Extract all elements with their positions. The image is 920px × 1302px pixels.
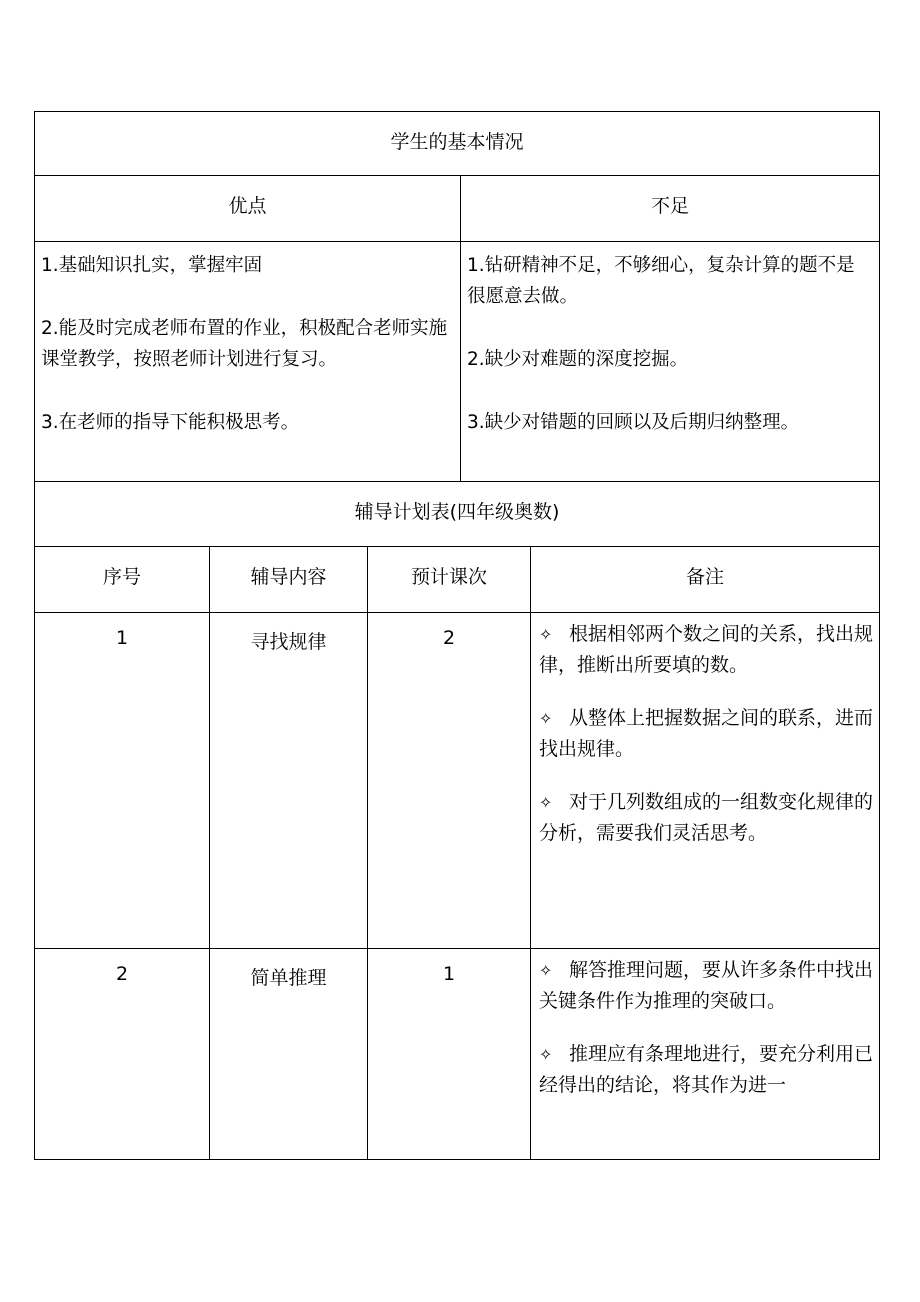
weakness-item: 1.钻研精神不足，不够细心，复杂计算的题不是很愿意去做。 xyxy=(467,255,855,307)
row-content: 寻找规律 xyxy=(210,613,368,948)
weakness-item: 3.缺少对错题的回顾以及后期归纳整理。 xyxy=(467,412,800,433)
row-sessions: 1 xyxy=(368,949,531,1159)
strengths-header: 优点 xyxy=(35,176,461,241)
strengths-weaknesses-body-row xyxy=(34,242,880,482)
note-item: ✧ 从整体上把握数据之间的联系，进而找出规律。 xyxy=(539,703,873,765)
document-table xyxy=(34,111,880,1160)
diamond-star-icon: ✧ xyxy=(539,961,553,980)
header-no: 序号 xyxy=(35,547,210,612)
plan-header-row xyxy=(34,547,880,613)
weaknesses-cell xyxy=(461,242,879,481)
plan-title: 辅导计划表(四年级奥数) xyxy=(354,501,560,523)
strength-item: 1.基础知识扎实，掌握牢固 xyxy=(41,255,263,276)
strength-item: 3.在老师的指导下能积极思考。 xyxy=(41,412,300,433)
table-row xyxy=(34,949,880,1160)
weaknesses-header: 不足 xyxy=(650,195,689,217)
row-notes xyxy=(531,613,879,948)
row-notes xyxy=(531,949,879,1159)
header-notes: 备注 xyxy=(685,566,724,588)
note-item: ✧ 推理应有条理地进行，要充分利用已经得出的结论，将其作为进一 xyxy=(539,1039,873,1101)
header-content: 辅导内容 xyxy=(210,547,368,612)
weakness-item: 2.缺少对难题的深度挖掘。 xyxy=(467,349,689,370)
diamond-star-icon: ✧ xyxy=(539,625,553,644)
header-sessions: 预计课次 xyxy=(368,547,531,612)
row-no: 2 xyxy=(35,949,210,1159)
diamond-star-icon: ✧ xyxy=(539,709,553,728)
strengths-cell xyxy=(35,242,461,481)
diamond-star-icon: ✧ xyxy=(539,1045,553,1064)
row-content: 简单推理 xyxy=(210,949,368,1159)
strengths-weaknesses-header-row xyxy=(34,176,880,242)
diamond-star-icon: ✧ xyxy=(539,793,553,812)
strength-item: 2.能及时完成老师布置的作业，积极配合老师实施课堂教学，按照老师计划进行复习。 xyxy=(41,318,448,370)
row-sessions: 2 xyxy=(368,613,531,948)
note-item: ✧ 根据相邻两个数之间的关系，找出规律，推断出所要填的数。 xyxy=(539,619,873,681)
note-item: ✧ 对于几列数组成的一组数变化规律的分析，需要我们灵活思考。 xyxy=(539,787,873,849)
note-item: ✧ 解答推理问题，要从许多条件中找出关键条件作为推理的突破口。 xyxy=(539,955,873,1017)
section-title: 学生的基本情况 xyxy=(390,131,524,153)
plan-title-row xyxy=(34,482,880,547)
section-title-row xyxy=(34,111,880,176)
row-no: 1 xyxy=(35,613,210,948)
table-row xyxy=(34,613,880,949)
